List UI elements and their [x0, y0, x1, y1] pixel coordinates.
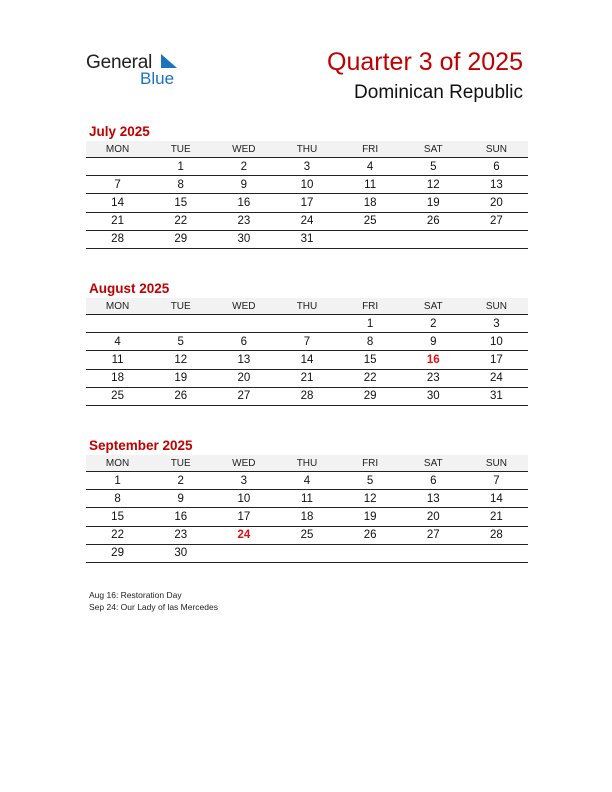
weekday-header: SAT: [402, 298, 465, 315]
day-cell: 17: [275, 194, 338, 212]
day-cell: 14: [86, 194, 149, 212]
day-cell: 7: [86, 176, 149, 194]
empty-day-cell: [339, 544, 402, 562]
weekday-header: MON: [86, 298, 149, 315]
quarter-title: Quarter 3 of 2025: [327, 48, 523, 76]
weekday-header: THU: [275, 141, 338, 158]
day-cell: 30: [402, 387, 465, 405]
day-cell: 15: [339, 351, 402, 369]
day-cell: 21: [465, 508, 528, 526]
day-cell: 4: [86, 333, 149, 351]
day-cell: 13: [212, 351, 275, 369]
week-row: [86, 369, 528, 387]
calendar-table: [86, 455, 528, 563]
empty-day-cell: [149, 315, 212, 333]
day-cell: 26: [402, 212, 465, 230]
logo-blue-text: Blue: [140, 69, 175, 88]
day-cell: 13: [465, 176, 528, 194]
day-cell: 10: [465, 333, 528, 351]
empty-day-cell: [212, 544, 275, 562]
day-cell: 8: [339, 333, 402, 351]
day-cell: 21: [86, 212, 149, 230]
weekday-header: FRI: [339, 298, 402, 315]
weekday-header-row: [86, 298, 528, 315]
day-cell: 16: [212, 194, 275, 212]
day-cell: 10: [212, 490, 275, 508]
week-row: [86, 212, 528, 230]
month-title: August 2025: [89, 281, 170, 296]
empty-day-cell: [212, 315, 275, 333]
day-cell: 28: [465, 526, 528, 544]
day-cell: 9: [149, 490, 212, 508]
day-cell: 28: [86, 230, 149, 248]
day-cell: 22: [149, 212, 212, 230]
day-cell: 2: [149, 472, 212, 490]
weekday-header: MON: [86, 141, 149, 158]
weekday-header: THU: [275, 455, 338, 472]
day-cell: 12: [402, 176, 465, 194]
day-cell: 7: [275, 333, 338, 351]
day-cell: 1: [149, 158, 212, 176]
day-cell: 18: [339, 194, 402, 212]
week-row: [86, 158, 528, 176]
day-cell: 21: [275, 369, 338, 387]
day-cell: 29: [339, 387, 402, 405]
day-cell: 24: [212, 526, 275, 544]
day-cell: 23: [402, 369, 465, 387]
weekday-header: SUN: [465, 455, 528, 472]
empty-day-cell: [86, 158, 149, 176]
week-row: [86, 230, 528, 248]
day-cell: 7: [465, 472, 528, 490]
calendar-table: [86, 298, 528, 406]
month-title: July 2025: [89, 124, 150, 139]
day-cell: 18: [275, 508, 338, 526]
day-cell: 17: [212, 508, 275, 526]
day-cell: 9: [212, 176, 275, 194]
empty-day-cell: [339, 230, 402, 248]
day-cell: 19: [339, 508, 402, 526]
month-july: [86, 122, 528, 249]
month-title: September 2025: [89, 438, 193, 453]
day-cell: 11: [275, 490, 338, 508]
empty-day-cell: [275, 544, 338, 562]
week-row: [86, 194, 528, 212]
day-cell: 20: [465, 194, 528, 212]
day-cell: 15: [149, 194, 212, 212]
weekday-header: THU: [275, 298, 338, 315]
day-cell: 5: [339, 472, 402, 490]
day-cell: 23: [212, 212, 275, 230]
day-cell: 6: [212, 333, 275, 351]
week-row: [86, 472, 528, 490]
day-cell: 16: [149, 508, 212, 526]
day-cell: 20: [212, 369, 275, 387]
empty-day-cell: [465, 230, 528, 248]
day-cell: 25: [275, 526, 338, 544]
day-cell: 25: [339, 212, 402, 230]
week-row: [86, 490, 528, 508]
day-cell: 14: [275, 351, 338, 369]
day-cell: 2: [212, 158, 275, 176]
day-cell: 3: [465, 315, 528, 333]
day-cell: 1: [86, 472, 149, 490]
day-cell: 16: [402, 351, 465, 369]
day-cell: 30: [212, 230, 275, 248]
empty-day-cell: [465, 544, 528, 562]
day-cell: 10: [275, 176, 338, 194]
day-cell: 4: [275, 472, 338, 490]
day-cell: 31: [465, 387, 528, 405]
weekday-header: FRI: [339, 141, 402, 158]
weekday-header: TUE: [149, 455, 212, 472]
day-cell: 8: [149, 176, 212, 194]
day-cell: 19: [149, 369, 212, 387]
holiday-notes: [89, 590, 218, 613]
calendar-table: [86, 141, 528, 249]
empty-day-cell: [402, 230, 465, 248]
weekday-header: SUN: [465, 141, 528, 158]
day-cell: 20: [402, 508, 465, 526]
day-cell: 29: [149, 230, 212, 248]
day-cell: 17: [465, 351, 528, 369]
day-cell: 24: [275, 212, 338, 230]
empty-day-cell: [86, 315, 149, 333]
day-cell: 18: [86, 369, 149, 387]
country-name: Dominican Republic: [354, 82, 523, 103]
day-cell: 26: [339, 526, 402, 544]
day-cell: 6: [465, 158, 528, 176]
day-cell: 15: [86, 508, 149, 526]
day-cell: 22: [339, 369, 402, 387]
day-cell: 12: [149, 351, 212, 369]
empty-day-cell: [402, 544, 465, 562]
empty-day-cell: [275, 315, 338, 333]
day-cell: 27: [465, 212, 528, 230]
weekday-header: SAT: [402, 455, 465, 472]
logo-general-text: General: [86, 52, 153, 73]
day-cell: 13: [402, 490, 465, 508]
day-cell: 31: [275, 230, 338, 248]
day-cell: 11: [86, 351, 149, 369]
day-cell: 5: [149, 333, 212, 351]
week-row: [86, 176, 528, 194]
day-cell: 25: [86, 387, 149, 405]
day-cell: 8: [86, 490, 149, 508]
holiday-note: Aug 16: Restoration Day: [89, 590, 182, 600]
weekday-header-row: [86, 141, 528, 158]
day-cell: 3: [212, 472, 275, 490]
day-cell: 5: [402, 158, 465, 176]
day-cell: 4: [339, 158, 402, 176]
week-row: [86, 333, 528, 351]
week-row: [86, 544, 528, 562]
day-cell: 9: [402, 333, 465, 351]
weekday-header: SAT: [402, 141, 465, 158]
week-row: [86, 508, 528, 526]
weekday-header: WED: [212, 455, 275, 472]
weekday-header: TUE: [149, 298, 212, 315]
day-cell: 19: [402, 194, 465, 212]
month-august: [86, 279, 528, 406]
day-cell: 3: [275, 158, 338, 176]
day-cell: 23: [149, 526, 212, 544]
weekday-header: WED: [212, 298, 275, 315]
day-cell: 2: [402, 315, 465, 333]
day-cell: 24: [465, 369, 528, 387]
holiday-note: Sep 24: Our Lady of las Mercedes: [89, 601, 218, 612]
day-cell: 27: [212, 387, 275, 405]
day-cell: 30: [149, 544, 212, 562]
week-row: [86, 387, 528, 405]
day-cell: 12: [339, 490, 402, 508]
day-cell: 29: [86, 544, 149, 562]
logo-triangle-icon: [161, 54, 177, 68]
weekday-header: SUN: [465, 298, 528, 315]
day-cell: 22: [86, 526, 149, 544]
weekday-header: WED: [212, 141, 275, 158]
day-cell: 26: [149, 387, 212, 405]
week-row: [86, 526, 528, 544]
day-cell: 28: [275, 387, 338, 405]
week-row: [86, 351, 528, 369]
weekday-header: MON: [86, 455, 149, 472]
weekday-header-row: [86, 455, 528, 472]
weekday-header: TUE: [149, 141, 212, 158]
day-cell: 6: [402, 472, 465, 490]
logo: [86, 52, 196, 92]
weekday-header: FRI: [339, 455, 402, 472]
day-cell: 1: [339, 315, 402, 333]
week-row: [86, 315, 528, 333]
day-cell: 27: [402, 526, 465, 544]
day-cell: 14: [465, 490, 528, 508]
day-cell: 11: [339, 176, 402, 194]
month-september: [86, 436, 528, 563]
